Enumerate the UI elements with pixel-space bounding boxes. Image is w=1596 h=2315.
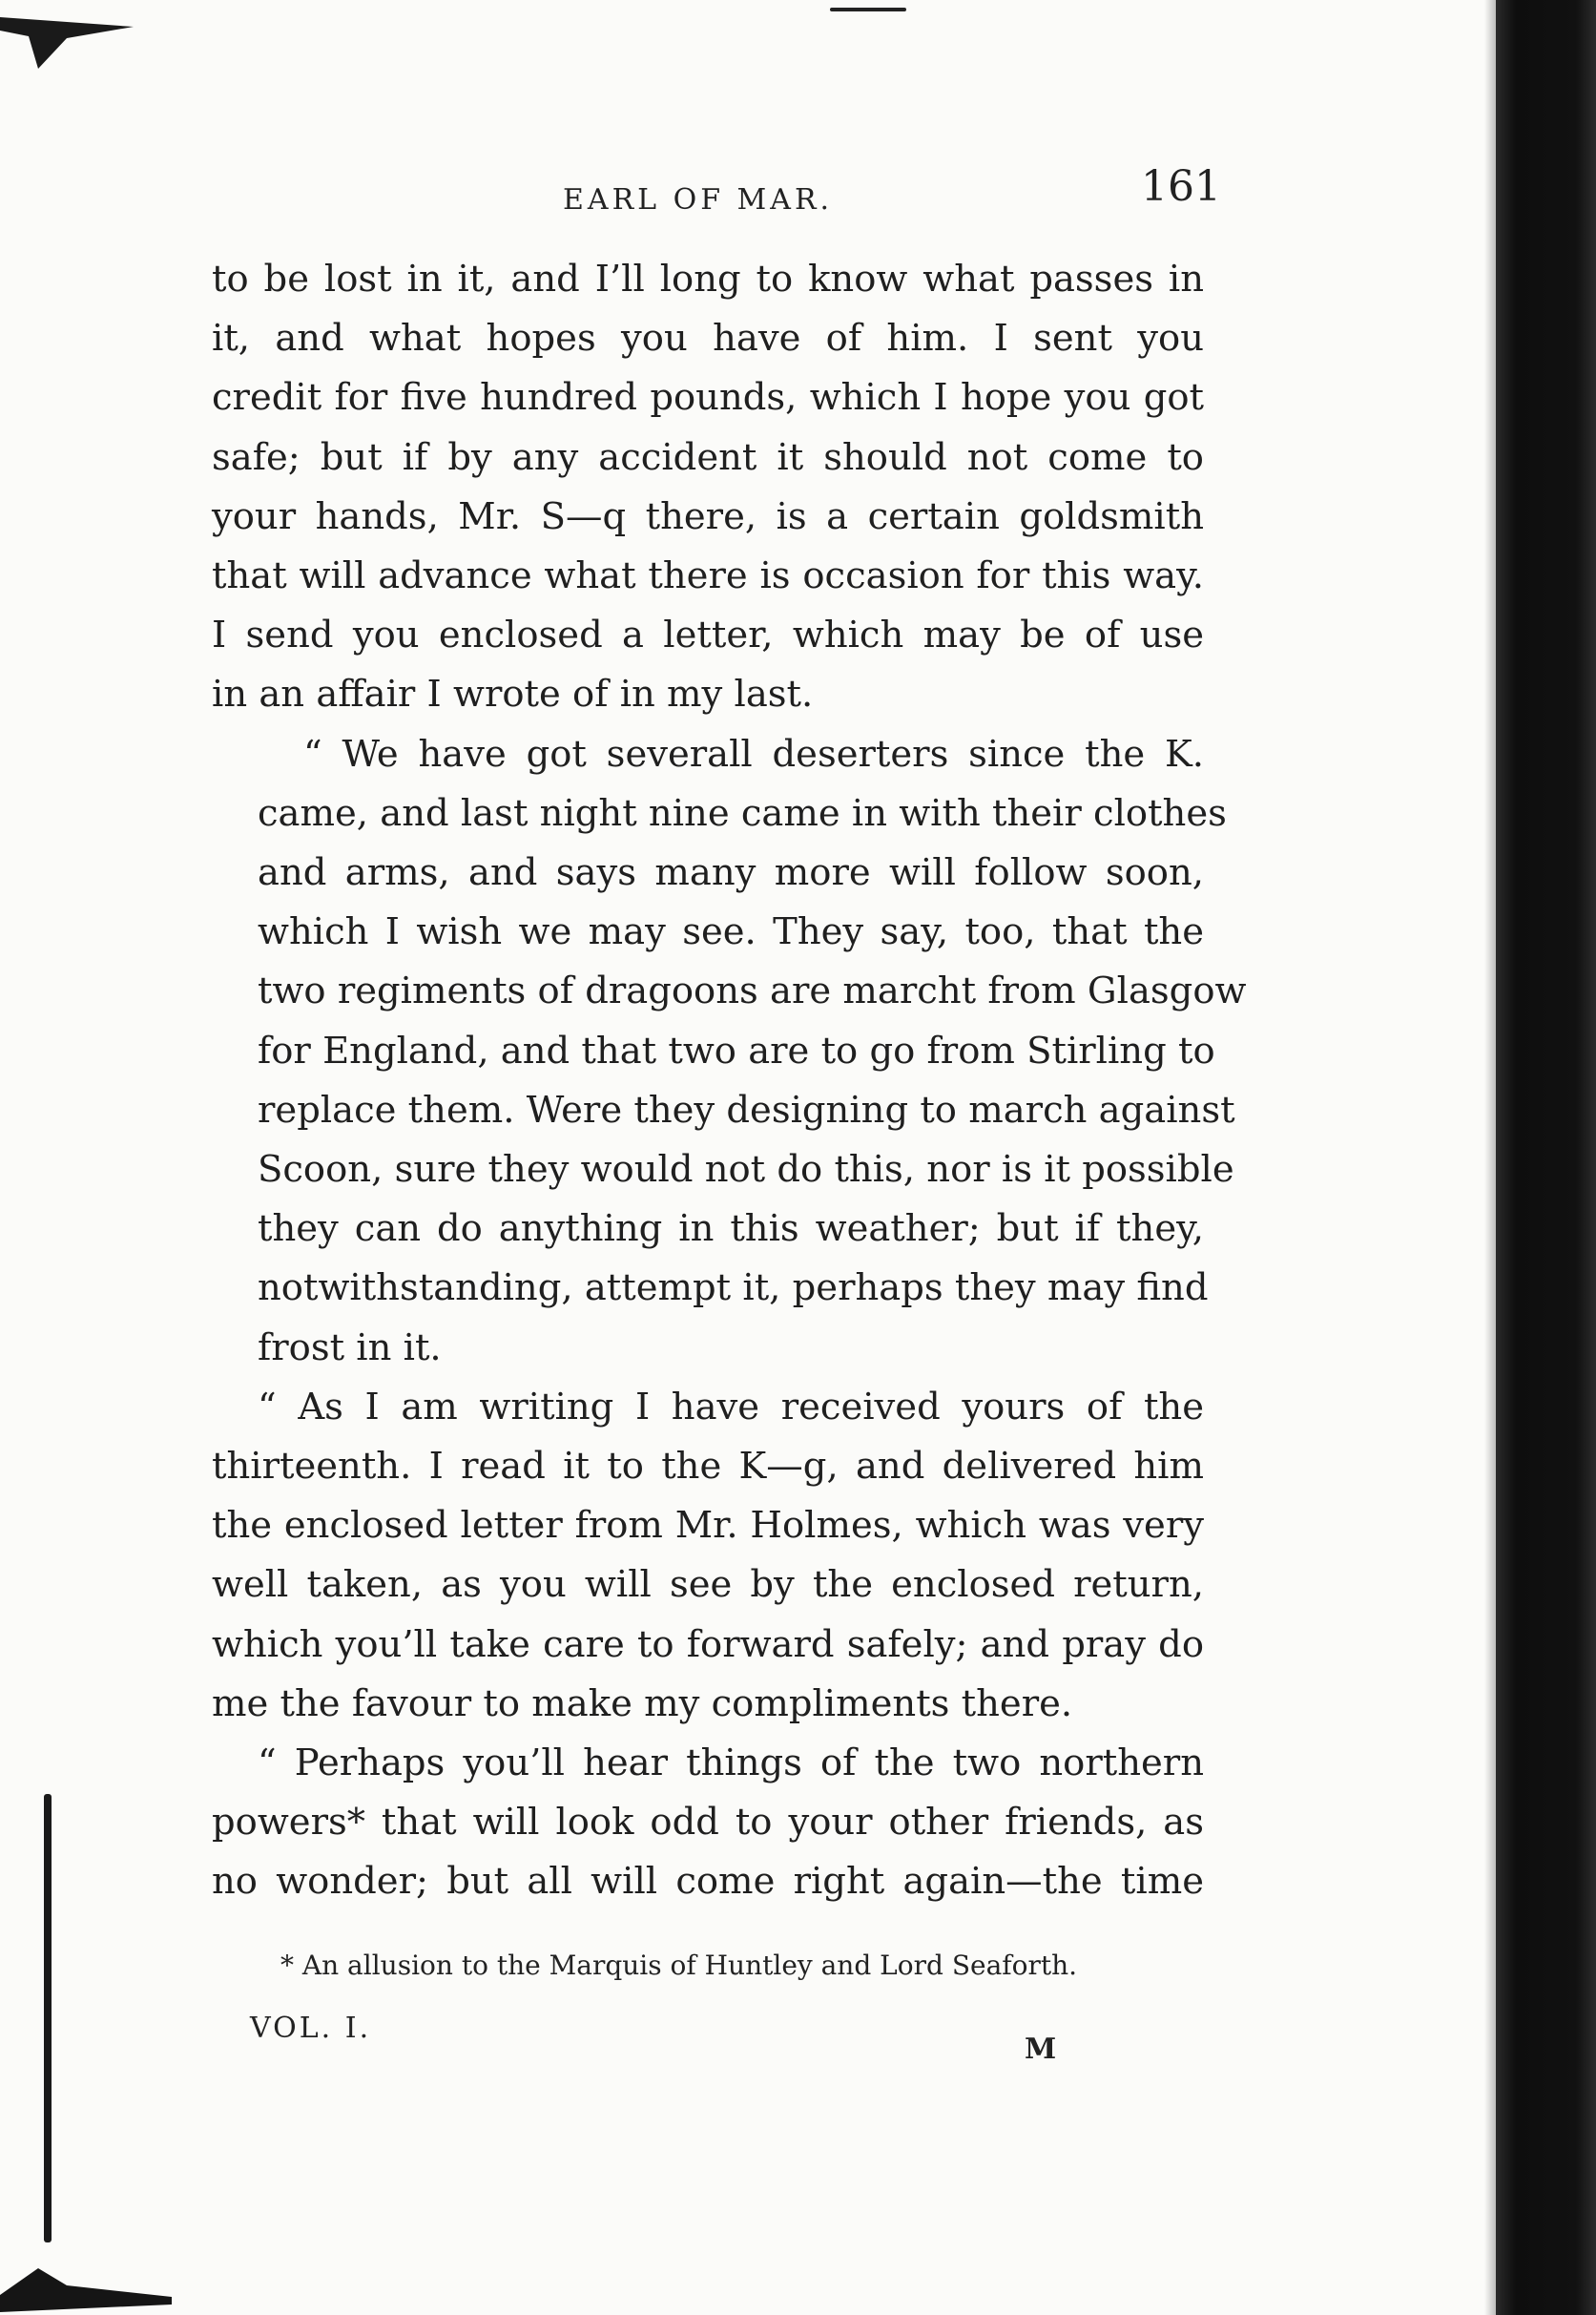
text-line: they can do anything in this weather; but if they, <box>258 1207 1204 1251</box>
footnote-body: An allusion to the Marquis of Huntley and Lord Seaforth. <box>301 1950 1078 1981</box>
bottom-edge-mark <box>0 2238 172 2315</box>
scan-artifact-top <box>830 8 906 11</box>
text-line: Scoon, sure they would not do this, nor is it possible <box>258 1148 1234 1192</box>
text-line: it, and what hopes you have of him. I sent you <box>212 317 1204 361</box>
signature-mark: M <box>1025 2033 1057 2066</box>
text-line: safe; but if by any accident it should not come to <box>212 435 1204 479</box>
text-line: two regiments of dragoons are marcht from Glasgow <box>258 970 1247 1013</box>
text-line: “ Perhaps you’ll hear things of the two northern <box>258 1741 1204 1785</box>
text-line: your hands, Mr. S—q there, is a certain goldsmith <box>212 494 1204 538</box>
text-line: that will advance what there is occasion for this way. <box>212 554 1204 598</box>
binding-shadow <box>1484 0 1496 2315</box>
footnote <box>212 1947 1204 1985</box>
text-line: the enclosed letter from Mr. Holmes, which was very <box>212 1504 1204 1548</box>
text-line: well taken, as you will see by the enclosed return, <box>212 1563 1204 1607</box>
text-line: which you’ll take care to forward safely; and pray do <box>212 1622 1204 1666</box>
corner-fold-mark <box>0 10 134 76</box>
text-line: to be lost in it, and I’ll long to know what passes in <box>212 258 1204 301</box>
page-footer <box>250 2012 1070 2066</box>
text-line: credit for five hundred pounds, which I hope you got <box>212 376 1204 420</box>
paragraph <box>212 1734 1204 1912</box>
footnote-marker: * <box>280 1950 294 1981</box>
text-line: notwithstanding, attempt it, perhaps they may find <box>258 1266 1209 1310</box>
text-line: for England, and that two are to go from Stirling to <box>258 1029 1215 1073</box>
text-line: I send you enclosed a letter, which may be of use <box>212 614 1204 657</box>
text-line: “ We have got severall deserters since the K. <box>303 732 1204 776</box>
text-line: thirteenth. I read it to the K—g, and delivered him <box>212 1445 1204 1489</box>
text-line: which I wish we may see. They say, too, that the <box>258 910 1204 954</box>
paragraph <box>212 250 1204 725</box>
text-line: no wonder; but all will come right again—the time <box>212 1860 1204 1904</box>
text-line: replace them. Were they designing to march against <box>258 1088 1235 1132</box>
text-line: in an affair I wrote of in my last. <box>212 673 814 717</box>
page-header <box>563 162 1221 229</box>
text-line: me the favour to make my compliments there. <box>212 1681 1073 1725</box>
footnote-text <box>212 1947 1204 1985</box>
text-line: frost in it. <box>258 1325 442 1369</box>
text-line: came, and last night nine came in with their clothes <box>258 791 1227 835</box>
running-head: EARL OF MAR. <box>563 183 834 217</box>
paragraph <box>212 725 1247 1378</box>
text-line: and arms, and says many more will follow soon, <box>258 851 1204 895</box>
text-line: powers* that will look odd to your other friends, as <box>212 1801 1204 1845</box>
text-line: “ As I am writing I have received yours of the <box>258 1385 1204 1429</box>
left-edge-rule <box>44 1794 52 2242</box>
body-text <box>212 250 1247 1912</box>
page-number: 161 <box>1141 162 1221 211</box>
paragraph <box>212 1378 1204 1734</box>
book-binding <box>1496 0 1596 2315</box>
volume-label: VOL. I. <box>250 2012 372 2045</box>
